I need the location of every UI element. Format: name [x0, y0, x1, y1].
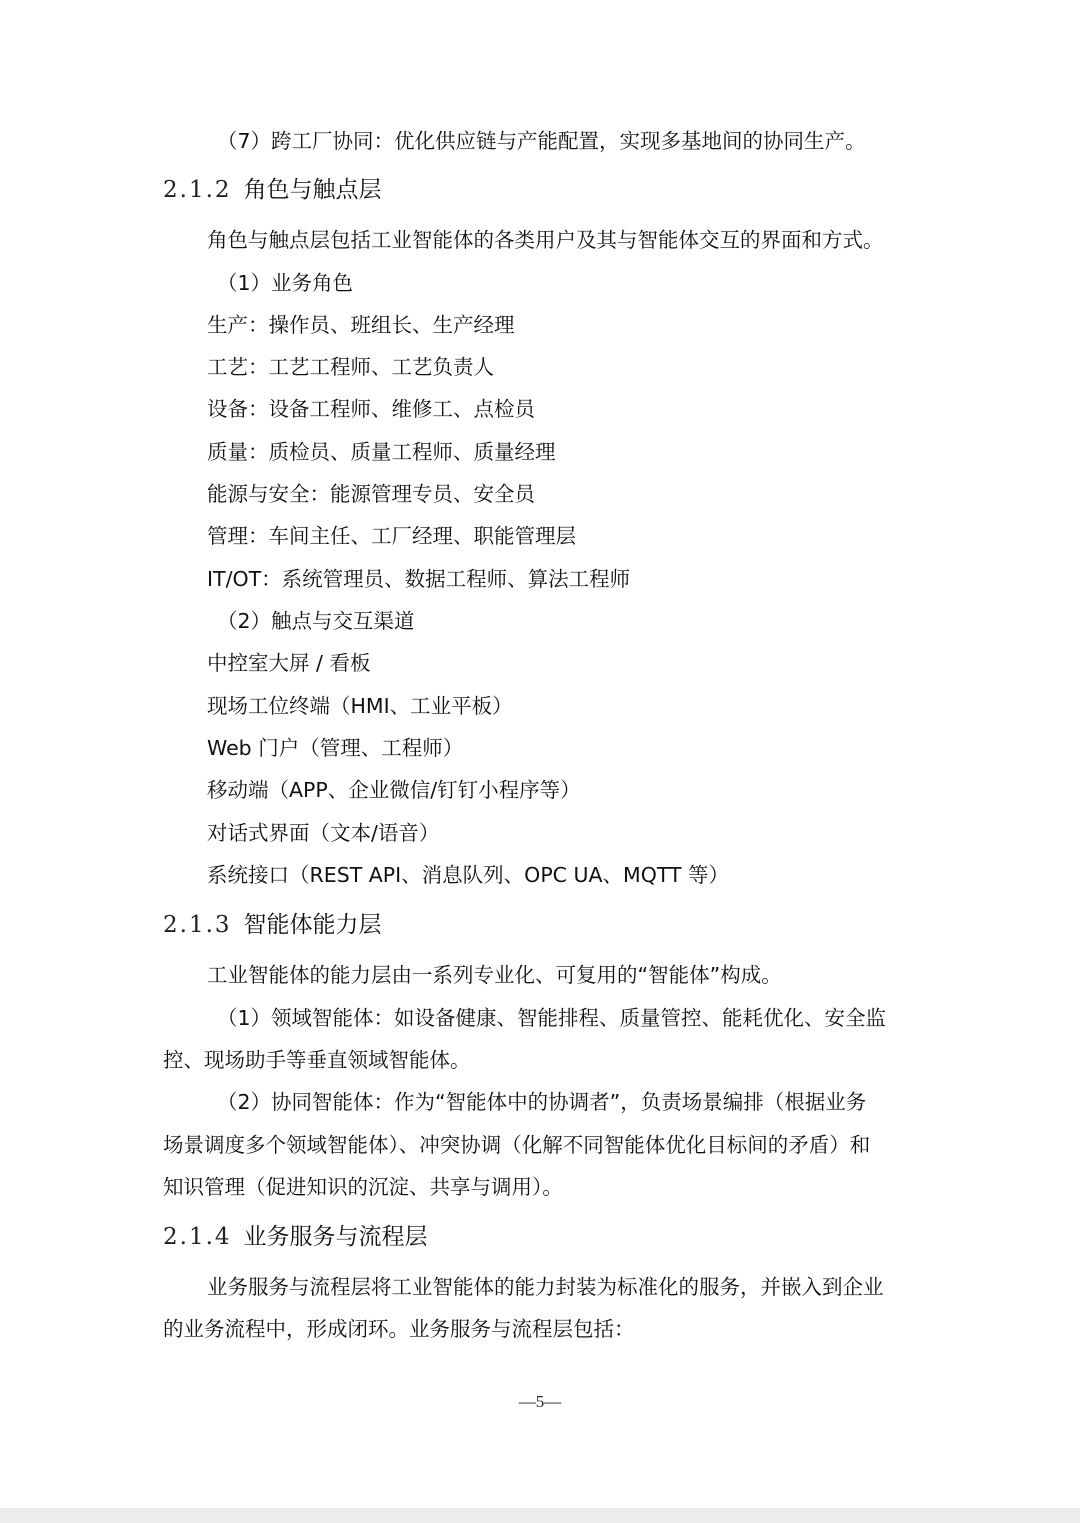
section-title: 智能体能力层 — [243, 912, 382, 938]
section-heading-2-1-3 — [163, 908, 1060, 942]
section-number: 2.1.3 — [163, 912, 232, 938]
body-text-line: （1）业务角色 — [217, 271, 354, 295]
section-heading-2-1-2 — [163, 173, 1060, 207]
body-text-line: （7）跨工厂协同：优化供应链与产能配置，实现多基地间的协同生产。 — [217, 129, 866, 153]
body-text-line: （2）触点与交互渠道 — [217, 609, 415, 633]
body-text-line: 移动端（APP、企业微信/钉钉小程序等） — [207, 778, 581, 802]
body-text-line: （2）协同智能体：作为“智能体中的协调者”，负责场景编排（根据业务 — [217, 1090, 867, 1114]
page-number: —5— — [518, 1392, 562, 1411]
viewer-background — [0, 1508, 1080, 1523]
body-text-line: 管理：车间主任、工厂经理、职能管理层 — [207, 524, 576, 548]
body-text-line: 质量：质检员、质量工程师、质量经理 — [207, 440, 556, 464]
body-text-line: 控、现场助手等垂直领域智能体。 — [163, 1048, 471, 1072]
body-text-line: 设备：设备工程师、维修工、点检员 — [207, 397, 535, 421]
body-text-line: 生产：操作员、班组长、生产经理 — [207, 313, 515, 337]
body-text-line: 现场工位终端（HMI、工业平板） — [207, 694, 513, 718]
section-number: 2.1.4 — [163, 1224, 232, 1250]
body-text-line: 场景调度多个领域智能体）、冲突协调（化解不同智能体优化目标间的矛盾）和 — [163, 1133, 871, 1157]
body-text-line: 对话式界面（文本/语音） — [207, 821, 440, 845]
body-text-line: 工业智能体的能力层由一系列专业化、可复用的“智能体”构成。 — [207, 963, 782, 987]
body-text-line: 角色与触点层包括工业智能体的各类用户及其与智能体交互的界面和方式。 — [207, 228, 884, 252]
body-text-line: （1）领域智能体：如设备健康、智能排程、质量管控、能耗优化、安全监 — [217, 1006, 887, 1030]
section-number: 2.1.2 — [163, 177, 232, 203]
body-text-line: 工艺：工艺工程师、工艺负责人 — [207, 355, 494, 379]
body-text-line: 的业务流程中，形成闭环。业务服务与流程层包括： — [163, 1317, 635, 1341]
section-title: 业务服务与流程层 — [243, 1224, 428, 1250]
body-text-line: 业务服务与流程层将工业智能体的能力封装为标准化的服务，并嵌入到企业 — [207, 1275, 884, 1299]
body-text-line: 知识管理（促进知识的沉淀、共享与调用）。 — [163, 1175, 563, 1199]
body-text-line: 系统接口（REST API、消息队列、OPC UA、MQTT 等） — [207, 863, 730, 887]
section-heading-2-1-4 — [163, 1220, 1060, 1254]
body-text-line: IT/OT：系统管理员、数据工程师、算法工程师 — [207, 567, 631, 591]
section-title: 角色与触点层 — [243, 177, 382, 203]
body-text-line: 中控室大屏 / 看板 — [207, 651, 371, 675]
body-text-line: 能源与安全：能源管理专员、安全员 — [207, 482, 535, 506]
body-text-line: Web 门户（管理、工程师） — [207, 736, 464, 760]
